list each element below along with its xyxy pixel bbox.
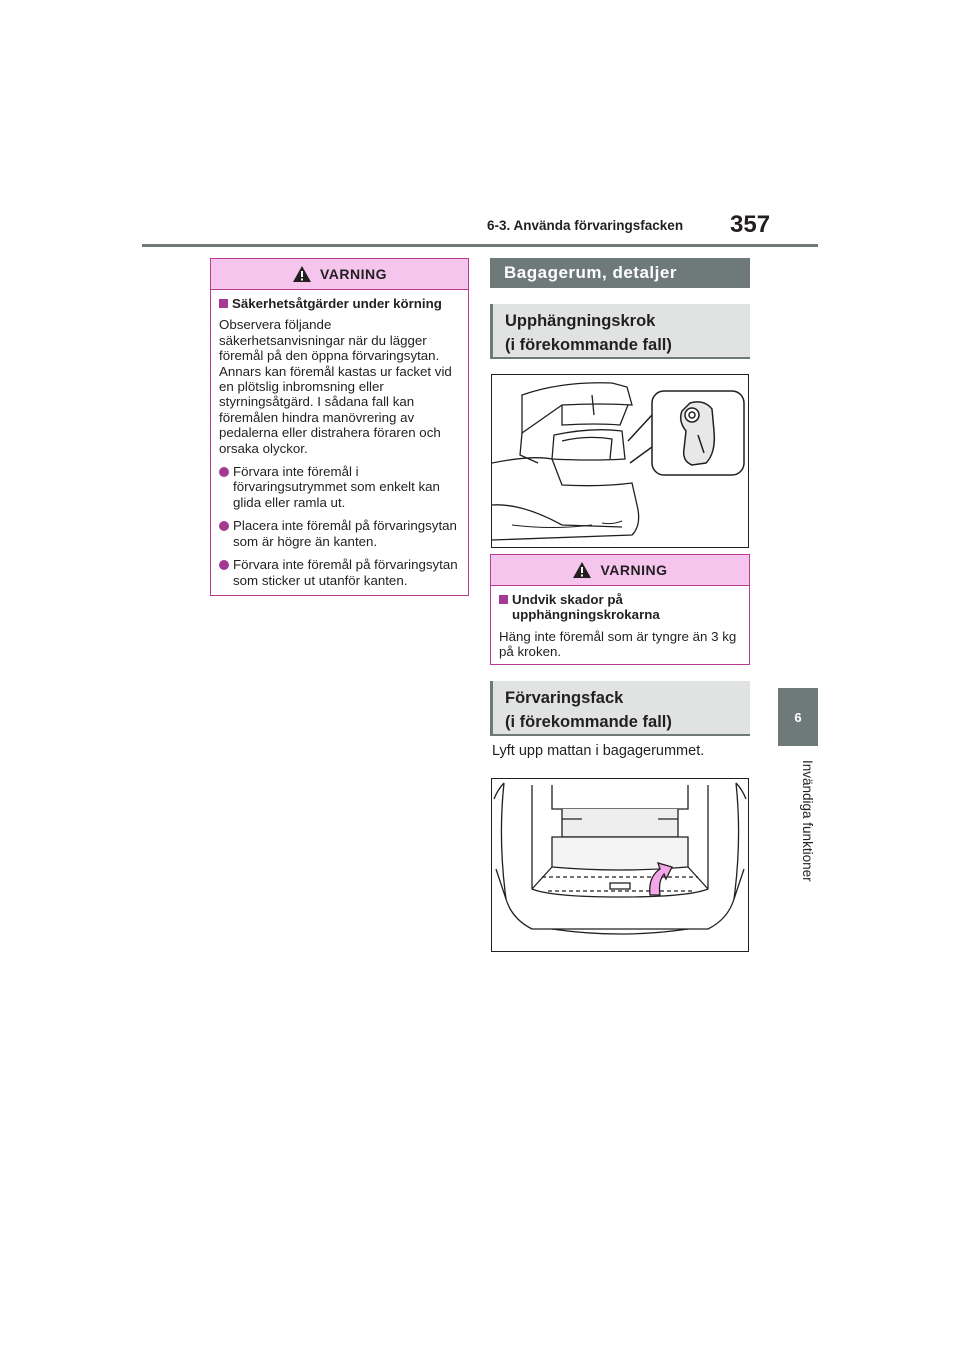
warning-subheading bbox=[219, 296, 460, 311]
warning-bullet bbox=[219, 557, 460, 588]
storage-heading-line1: Förvaringsfack bbox=[505, 689, 624, 707]
warning-bullet bbox=[219, 464, 460, 510]
warning-paragraph: Observera följande säkerhetsanvisningar när du lägger föremål på den öppna förvaringsytan. Annars kan föremål kastas ur facket vid en plötslig inbromsning eller styrningsåtgärd. I sådana fall kan föremålen hindra manövrering av pedalerna eller distrahera föraren och orsaka olyckor. bbox=[219, 317, 452, 456]
storage-heading bbox=[490, 681, 750, 736]
warning-subheading bbox=[499, 592, 741, 623]
storage-instruction: Lyft upp mattan i bagagerummet. bbox=[492, 743, 705, 759]
warning-title: VARNING bbox=[600, 562, 668, 578]
trunk-mat-drawing bbox=[492, 779, 748, 951]
warning-paragraph: Häng inte föremål som är tyngre än 3 kg på kroken. bbox=[499, 628, 737, 660]
warning-bullet-text: Förvara inte föremål i förvaringsutrymmet som enkelt kan glida eller ramla ut. bbox=[233, 464, 440, 510]
hook-heading-line1: Upphängningskrok bbox=[505, 312, 656, 330]
warning-box-driving bbox=[210, 258, 469, 596]
bullet-dot-icon bbox=[219, 467, 229, 477]
warning-triangle-icon bbox=[292, 265, 312, 283]
storage-illustration bbox=[491, 778, 749, 952]
section-title-bar: Bagagerum, detaljer bbox=[490, 258, 750, 288]
square-bullet-icon bbox=[499, 595, 508, 604]
warning-bullet-text: Placera inte föremål på förvaringsytan som är högre än kanten. bbox=[233, 518, 457, 549]
hook-heading-line2: (i förekommande fall) bbox=[505, 336, 672, 354]
bullet-dot-icon bbox=[219, 560, 229, 570]
warning-header bbox=[491, 555, 749, 586]
hook-heading bbox=[490, 304, 750, 359]
warning-triangle-icon bbox=[572, 561, 592, 579]
chapter-tab-number: 6 bbox=[778, 688, 818, 746]
page-number: 357 bbox=[730, 211, 771, 238]
square-bullet-icon bbox=[219, 299, 228, 308]
chapter-tab-label: Invändiga funktioner bbox=[800, 760, 815, 882]
bullet-dot-icon bbox=[219, 521, 229, 531]
header-rule bbox=[142, 244, 818, 247]
warning-subheading-text: Undvik skador på upphängningskrokarna bbox=[512, 592, 660, 623]
warning-header bbox=[211, 259, 468, 290]
warning-box-hook bbox=[490, 554, 750, 665]
warning-title: VARNING bbox=[319, 266, 388, 282]
header-section-title: 6-3. Använda förvaringsfacken bbox=[487, 218, 684, 233]
hook-illustration bbox=[491, 374, 749, 548]
warning-bullet-text: Förvara inte föremål på förvaringsytan som sticker ut utanför kanten. bbox=[233, 557, 458, 588]
trunk-hook-drawing bbox=[492, 375, 748, 547]
warning-subheading-text: Säkerhetsåtgärder under körning bbox=[232, 296, 442, 311]
storage-heading-line2: (i förekommande fall) bbox=[505, 713, 672, 731]
warning-bullet bbox=[219, 518, 460, 549]
